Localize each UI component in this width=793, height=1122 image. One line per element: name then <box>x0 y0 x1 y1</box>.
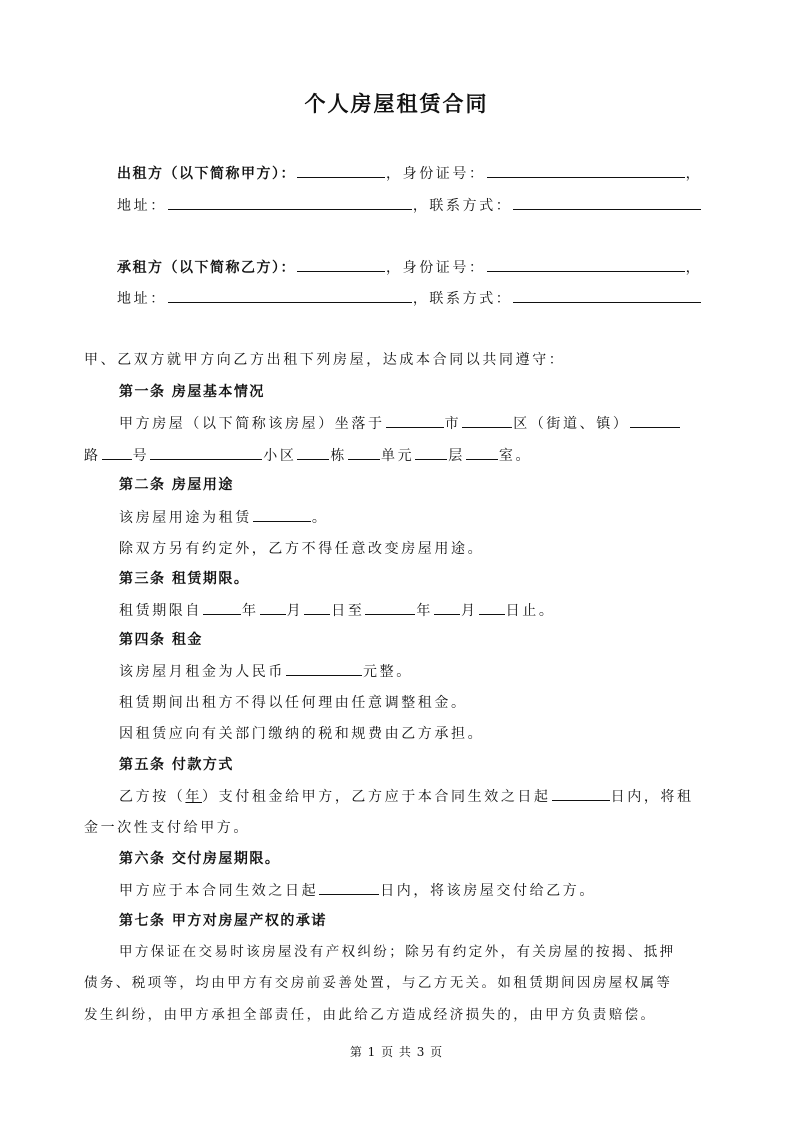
article-2-line-2: 除双方另有约定外，乙方不得任意改变房屋用途。 <box>119 541 485 557</box>
text-span: 室。 <box>498 448 533 464</box>
article-1-line-2 <box>84 445 532 466</box>
text-span: 单元 <box>381 448 415 464</box>
lessee-address-line <box>117 288 702 309</box>
start-day-blank[interactable] <box>304 600 330 615</box>
lessee-name-blank[interactable] <box>297 257 385 272</box>
use-blank[interactable] <box>253 507 311 522</box>
text-span: 该房屋月租金为人民币 <box>119 664 285 680</box>
article-7-line-3: 发生纠纷，由甲方承担全部责任，由此给乙方造成经济损失的，由甲方负责赔偿。 <box>84 1007 657 1023</box>
lessor-label: 出租方（以下简称甲方）： <box>117 166 296 182</box>
lessor-line <box>117 163 702 184</box>
text-span: 路 <box>84 448 101 464</box>
district-blank[interactable] <box>462 413 512 428</box>
road-blank[interactable] <box>102 445 132 460</box>
unit-blank[interactable] <box>348 445 380 460</box>
article-4-heading: 第四条 租金 <box>119 632 203 648</box>
street-blank[interactable] <box>630 413 680 428</box>
text-span: 年 <box>416 603 434 619</box>
text-span: 栋 <box>330 448 348 464</box>
text-span: 区（街道、镇） <box>513 416 630 432</box>
intro-paragraph: 甲、乙双方就甲方向乙方出租下列房屋，达成本合同以共同遵守： <box>84 352 566 368</box>
article-6-line-1 <box>119 880 596 901</box>
payment-days-blank[interactable] <box>552 786 610 801</box>
article-4-line-1 <box>119 661 413 682</box>
lessee-label: 承租方（以下简称乙方）： <box>117 260 296 276</box>
article-7-line-1: 甲方保证在交易时该房屋没有产权纠纷；除另有约定外，有关房屋的按揭、抵押 <box>119 944 676 960</box>
article-1-line-1 <box>119 413 681 434</box>
article-3-line-1 <box>119 600 555 621</box>
start-year-blank[interactable] <box>203 600 241 615</box>
end-month-blank[interactable] <box>434 600 460 615</box>
number-blank[interactable] <box>150 445 262 460</box>
text-span: 月 <box>286 603 304 619</box>
lessor-address-label: 地址： <box>117 198 167 214</box>
article-5-line-1 <box>119 786 694 807</box>
text-span: 月 <box>461 603 478 619</box>
text-span: 年 <box>242 603 259 619</box>
document-title: 个人房屋租赁合同 <box>304 91 489 116</box>
text-span: 日内，将该房屋交付给乙方。 <box>380 883 597 899</box>
article-2-line-1 <box>119 507 328 528</box>
lessee-id-label: ，身份证号： <box>386 260 486 276</box>
article-4-line-3: 因租赁应向有关部门缴纳的税和规费由乙方承担。 <box>119 726 485 742</box>
lessor-id-label: ，身份证号： <box>386 166 486 182</box>
lessee-id-blank[interactable] <box>487 257 685 272</box>
city-blank[interactable] <box>386 413 444 428</box>
lessor-name-blank[interactable] <box>297 163 385 178</box>
lessee-trail: ， <box>685 260 703 276</box>
text-span: 日内，将租 <box>610 789 694 805</box>
text-span: 小区 <box>263 448 297 464</box>
article-3-heading: 第三条 租赁期限。 <box>119 571 250 587</box>
payment-period-choice[interactable]: 年 <box>185 789 203 805</box>
article-1-heading: 第一条 房屋基本情况 <box>119 384 265 400</box>
lessee-line <box>117 257 702 278</box>
article-4-line-2: 租赁期间出租方不得以任何理由任意调整租金。 <box>119 695 468 711</box>
rent-amount-blank[interactable] <box>286 661 362 676</box>
lessor-address-line <box>117 195 702 216</box>
floor-blank[interactable] <box>415 445 447 460</box>
lessor-trail: ， <box>685 166 703 182</box>
room-blank[interactable] <box>466 445 498 460</box>
text-span: 该房屋用途为租赁 <box>119 510 252 526</box>
article-7-line-2: 债务、税项等，均由甲方有交房前妥善处置，与乙方无关。如租赁期间因房屋权属等 <box>84 975 673 991</box>
text-span: 。 <box>311 510 329 526</box>
delivery-days-blank[interactable] <box>319 880 379 895</box>
text-span: 日至 <box>331 603 365 619</box>
article-5-heading: 第五条 付款方式 <box>119 757 234 773</box>
text-span: 号 <box>132 448 150 464</box>
text-span: 元整。 <box>363 664 413 680</box>
article-5-line-2: 金一次性支付给甲方。 <box>84 820 250 836</box>
end-year-blank[interactable] <box>365 600 415 615</box>
text-span: 乙方按（ <box>119 789 186 805</box>
text-span: 日止。 <box>505 603 556 619</box>
text-span: ）支付租金给甲方，乙方应于本合同生效之日起 <box>202 789 551 805</box>
lessee-contact-blank[interactable] <box>513 288 701 303</box>
page-footer: 第 1 页 共 3 页 <box>349 1045 444 1059</box>
start-month-blank[interactable] <box>260 600 286 615</box>
text-span: 甲方房屋（以下简称该房屋）坐落于 <box>119 416 385 432</box>
lessor-contact-blank[interactable] <box>513 195 701 210</box>
article-7-heading: 第七条 甲方对房屋产权的承诺 <box>119 913 327 929</box>
text-span: 市 <box>444 416 462 432</box>
article-2-heading: 第二条 房屋用途 <box>119 477 234 493</box>
text-span: 层 <box>448 448 465 464</box>
lessor-id-blank[interactable] <box>487 163 685 178</box>
lessor-address-blank[interactable] <box>168 195 412 210</box>
lessor-contact-label: ，联系方式： <box>412 198 513 214</box>
text-span: 甲方应于本合同生效之日起 <box>119 883 319 899</box>
text-span: 租赁期限自 <box>119 603 202 619</box>
lessee-contact-label: ，联系方式： <box>412 291 513 307</box>
lessee-address-label: 地址： <box>117 291 167 307</box>
building-blank[interactable] <box>297 445 329 460</box>
lessee-address-blank[interactable] <box>168 288 412 303</box>
article-6-heading: 第六条 交付房屋期限。 <box>119 851 281 867</box>
end-day-blank[interactable] <box>479 600 505 615</box>
